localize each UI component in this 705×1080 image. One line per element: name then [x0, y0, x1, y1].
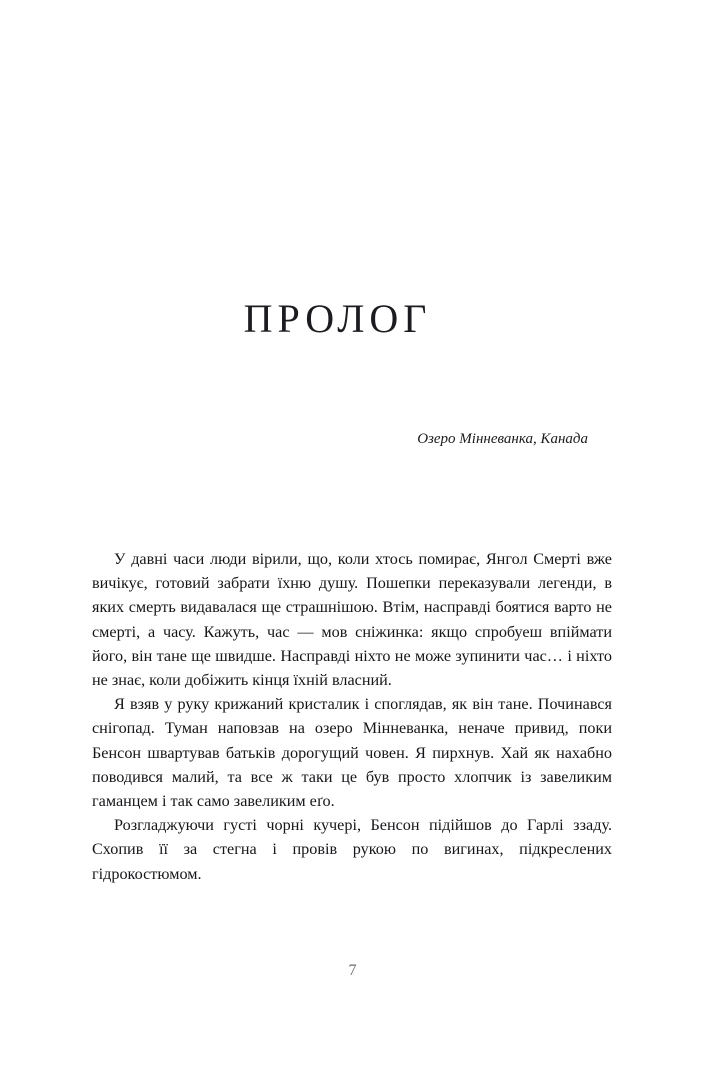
epigraph-location: Озеро Мінневанка, Канада [417, 431, 588, 447]
paragraph: Я взяв у руку крижаний кристалик і споглядав, як він тане. Починався снігопад. Туман наповзав на озеро Мінневанка, неначе привид, поки Бенсон швартував батьків дорогущий човен. Я пирхнув. Хай як нахабно поводився малий, та все ж таки це був просто хлопчик із завеликим гаманцем і так само завеликим еґо. [92, 695, 612, 811]
body-text [92, 547, 612, 886]
paragraph: У давні часи люди вірили, що, коли хтось помирає, Янгол Смерті вже вичікує, готовий забрати їхню душу. Пошепки переказували легенди, в яких смерть видавалася ще страшнішою. Втім, насправді боятися варто не смерті, а часу. Кажуть, час — мов сніжинка: якщо спробуеш впіймати його, він тане ще швидше. Насправді ніхто не може зупинити час… і ніхто не знає, коли добіжить кінця їхній власний. [92, 550, 612, 690]
page-number: 7 [348, 962, 357, 979]
paragraph: Розгладжуючи густі чорні кучері, Бенсон підійшов до Гарлі ззаду. Схопив її за стегна і провів рукою по вигинах, підкреслених гідрокостюмом. [92, 816, 612, 883]
page-title: ПРОЛОГ [243, 295, 432, 341]
